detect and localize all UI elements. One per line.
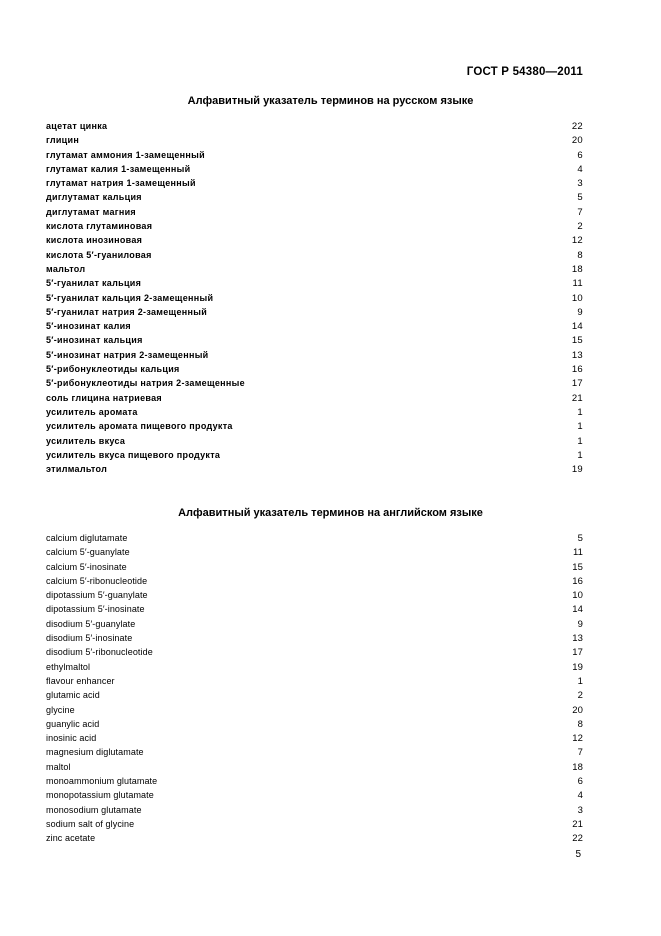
index-term: глутамат калия 1-замещенный — [46, 163, 191, 174]
index-term-number: 1 — [577, 449, 583, 461]
index-term: 5′-гуанилат натрия 2-замещенный — [46, 306, 208, 317]
index-entry — [46, 619, 583, 633]
index-entry — [46, 293, 583, 307]
index-term: кислота глутаминовая — [46, 221, 153, 232]
index-term: усилитель вкуса пищевого продукта — [46, 449, 221, 460]
index-term-number: 2 — [577, 690, 583, 702]
index-term-number: 11 — [572, 547, 583, 559]
index-term: усилитель вкуса — [46, 435, 126, 446]
index-term: dipotassium 5′-guanylate — [46, 590, 148, 601]
index-term: disodium 5′-guanylate — [46, 618, 136, 629]
page-number: 5 — [575, 849, 581, 860]
index-term-number: 9 — [577, 306, 583, 318]
index-term: calcium diglutamate — [46, 533, 128, 543]
index-term-number: 4 — [577, 163, 583, 175]
index-term: ethylmaltol — [46, 661, 91, 672]
index-entry — [46, 547, 583, 561]
index-term-number: 10 — [572, 590, 583, 602]
index-entry — [46, 221, 583, 235]
index-entry — [46, 450, 583, 464]
index-entry — [46, 562, 583, 576]
index-entry — [46, 264, 583, 278]
index-term: диглутамат кальция — [46, 192, 142, 203]
index-term-number: 12 — [571, 235, 583, 247]
index-term: inosinic acid — [46, 733, 97, 744]
index-entry — [46, 378, 583, 392]
index-entry — [46, 321, 583, 335]
index-entry — [46, 662, 583, 676]
index-term-number: 22 — [571, 121, 583, 132]
index-term: 5′-инозинат кальция — [46, 335, 143, 346]
ru-index-list — [46, 121, 583, 478]
document-number: ГОСТ Р 54380—2011 — [466, 66, 583, 78]
index-entry — [46, 436, 583, 450]
index-entry — [46, 604, 583, 618]
index-entry — [46, 393, 583, 407]
index-entry — [46, 747, 583, 761]
index-entry — [46, 533, 583, 547]
index-term: усилитель аромата пищевого продукта — [46, 421, 233, 432]
index-entry — [46, 164, 583, 178]
index-term-number: 5 — [577, 533, 583, 544]
index-entry — [46, 705, 583, 719]
index-entry — [46, 250, 583, 264]
index-term: magnesium diglutamate — [46, 747, 144, 758]
index-entry — [46, 576, 583, 590]
index-term-number: 20 — [572, 704, 583, 716]
index-entry — [46, 590, 583, 604]
index-term-number: 4 — [577, 790, 583, 802]
index-entry — [46, 776, 583, 790]
index-entry — [46, 335, 583, 349]
index-term-number: 14 — [572, 604, 583, 616]
index-entry — [46, 833, 583, 847]
index-term-number: 21 — [571, 392, 583, 404]
index-entry — [46, 178, 583, 192]
index-entry — [46, 150, 583, 164]
index-term: monosodium glutamate — [46, 804, 142, 815]
index-term-number: 17 — [572, 647, 583, 659]
index-term-number: 19 — [572, 661, 583, 673]
index-entry — [46, 235, 583, 249]
index-term-number: 13 — [571, 349, 583, 361]
index-entry — [46, 464, 583, 478]
index-term: 5′-рибонуклеотиды кальция — [46, 364, 180, 375]
index-term-number: 11 — [572, 278, 583, 290]
index-term: glutamic acid — [46, 690, 100, 701]
index-term: 5′-гуанилат кальция 2-замещенный — [46, 292, 214, 303]
index-term-number: 2 — [577, 221, 583, 233]
index-term: 5′-рибонуклеотиды натрия 2-замещенные — [46, 378, 245, 389]
index-term: глутамат аммония 1-замещенный — [46, 149, 205, 160]
index-term: monoammonium glutamate — [46, 776, 158, 787]
index-term-number: 16 — [571, 364, 583, 376]
index-entry — [46, 676, 583, 690]
index-term: глицин — [46, 135, 80, 146]
index-term-number: 15 — [571, 335, 583, 347]
index-term: 5′-инозинат натрия 2-замещенный — [46, 349, 209, 360]
index-term-number: 1 — [577, 406, 583, 418]
index-entry — [46, 805, 583, 819]
index-entry — [46, 407, 583, 421]
index-term: calcium 5′-ribonucleotide — [46, 575, 148, 586]
index-term-number: 8 — [577, 718, 583, 730]
index-term: мальтол — [46, 263, 86, 274]
index-term: кислота 5′-гуаниловая — [46, 249, 152, 260]
index-entry — [46, 762, 583, 776]
index-term-number: 7 — [577, 206, 583, 218]
index-term: dipotassium 5′-inosinate — [46, 604, 145, 615]
index-term: усилитель аромата — [46, 406, 138, 417]
index-term: кислота инозиновая — [46, 235, 143, 246]
index-term-number: 8 — [577, 249, 583, 261]
en-index-list — [46, 533, 583, 848]
index-term-number: 3 — [577, 178, 583, 190]
index-term-number: 14 — [571, 321, 583, 333]
index-term-number: 12 — [572, 733, 583, 745]
index-term-number: 7 — [577, 747, 583, 759]
index-entry — [46, 307, 583, 321]
index-term-number: 5 — [577, 192, 583, 204]
index-term-number: 1 — [577, 435, 583, 447]
index-term: ацетат цинка — [46, 121, 108, 131]
index-entry — [46, 719, 583, 733]
index-term: disodium 5′-inosinate — [46, 633, 133, 644]
index-term-number: 22 — [572, 833, 583, 845]
index-term: этилмальтол — [46, 464, 108, 475]
index-term-number: 20 — [571, 135, 583, 147]
index-term-number: 17 — [571, 378, 583, 390]
index-term: guanylic acid — [46, 718, 100, 729]
index-term-number: 18 — [572, 761, 583, 773]
index-term: maltol — [46, 761, 71, 772]
index-term: sodium salt of glycine — [46, 818, 135, 829]
index-term-number: 16 — [572, 575, 583, 587]
index-term: flavour enhancer — [46, 675, 115, 686]
index-term: диглутамат магния — [46, 206, 136, 217]
en-index-title: Алфавитный указатель терминов на английском языке — [178, 507, 483, 519]
index-term-number: 13 — [572, 633, 583, 645]
index-entry — [46, 135, 583, 149]
index-term: monopotassium glutamate — [46, 790, 154, 801]
index-term: glycine — [46, 704, 75, 715]
index-entry — [46, 278, 583, 292]
index-entry — [46, 121, 583, 135]
index-term-number: 15 — [572, 561, 583, 573]
index-term-number: 19 — [571, 464, 583, 476]
index-term-number: 3 — [577, 804, 583, 816]
index-entry — [46, 819, 583, 833]
index-term: disodium 5′-ribonucleotide — [46, 647, 153, 658]
index-entry — [46, 647, 583, 661]
index-entry — [46, 192, 583, 206]
index-term: 5′-инозинат калия — [46, 321, 131, 332]
index-entry — [46, 790, 583, 804]
index-entry — [46, 421, 583, 435]
ru-index-title: Алфавитный указатель терминов на русском языке — [187, 95, 474, 107]
index-term-number: 1 — [577, 421, 583, 433]
index-term-number: 6 — [577, 149, 583, 161]
index-term-number: 18 — [571, 263, 583, 275]
index-entry — [46, 207, 583, 221]
index-term: calcium 5′-inosinate — [46, 561, 127, 572]
index-entry — [46, 633, 583, 647]
index-entry — [46, 364, 583, 378]
index-entry — [46, 690, 583, 704]
index-term-number: 1 — [577, 675, 583, 687]
index-term-number: 9 — [577, 618, 583, 630]
index-term: 5′-гуанилат кальция — [46, 278, 142, 289]
index-term: calcium 5′-guanylate — [46, 547, 130, 558]
index-entry — [46, 350, 583, 364]
index-term-number: 21 — [572, 818, 583, 830]
index-term-number: 6 — [577, 776, 583, 788]
index-term: соль глицина натриевая — [46, 392, 162, 403]
index-term-number: 10 — [571, 292, 583, 304]
index-term: zinc acetate — [46, 833, 96, 844]
index-term: глутамат натрия 1-замещенный — [46, 178, 196, 189]
index-entry — [46, 733, 583, 747]
